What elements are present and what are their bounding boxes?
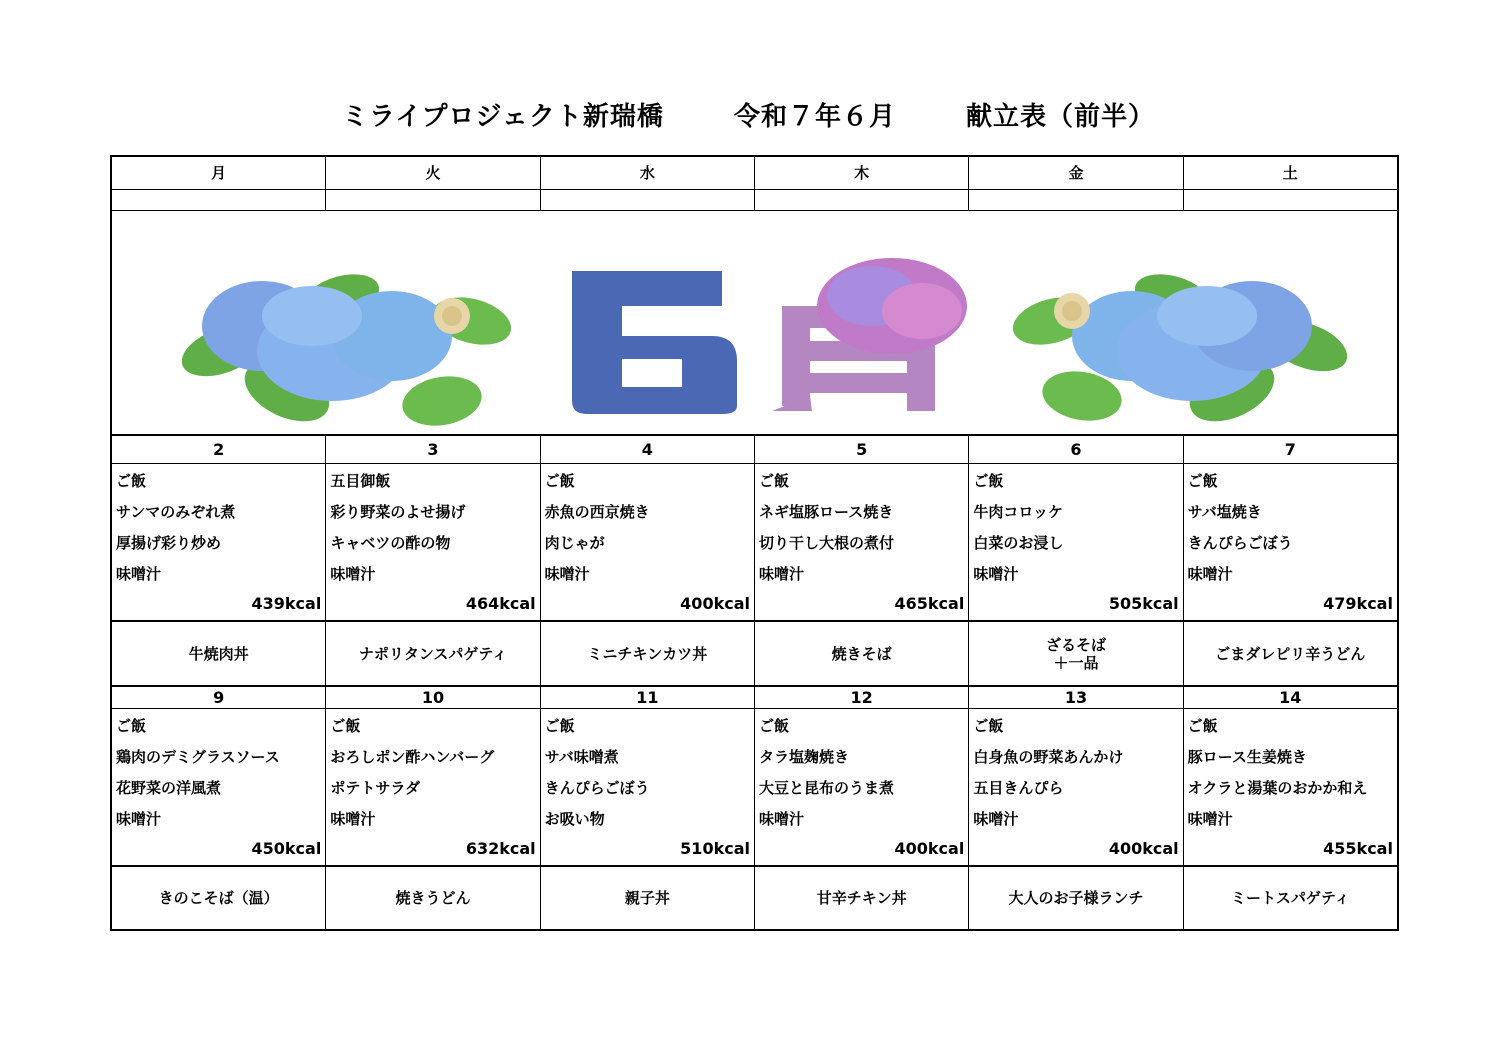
lunch-item: きのこそば（温） <box>158 889 279 907</box>
menu-item: 味噌汁 <box>1187 810 1233 828</box>
menu-item: ポテトサラダ <box>330 779 421 797</box>
menu-item: 白菜のお浸し <box>973 534 1064 552</box>
menu-cell <box>326 709 540 865</box>
date-cell: 9 <box>112 687 326 708</box>
lunch-cell <box>326 867 540 929</box>
menu-cell <box>112 464 326 620</box>
menu-item: ご飯 <box>973 472 1004 490</box>
menu-item: 大豆と昆布のうま煮 <box>758 779 894 797</box>
menu-item: ご飯 <box>116 472 147 490</box>
menu-table <box>110 155 1399 931</box>
menu-cell <box>969 709 1183 865</box>
lunch-cell <box>755 867 969 929</box>
menu-item: タラ塩麹焼き <box>758 748 849 766</box>
number-six-graphic <box>572 271 737 414</box>
menu-item: ネギ塩豚ロース焼き <box>758 503 894 521</box>
page-title <box>0 96 1497 133</box>
lunch-item: 焼きうどん <box>395 889 471 907</box>
date-cell: 13 <box>969 687 1183 708</box>
date-cell: 6 <box>969 436 1183 463</box>
menu-cell <box>112 709 326 865</box>
menu-item: ご飯 <box>330 717 361 735</box>
lunch-item: ミニチキンカツ丼 <box>587 644 708 663</box>
date-cell: 11 <box>541 687 755 708</box>
menu-item: ご飯 <box>116 717 147 735</box>
calorie-value: 465kcal <box>894 594 965 613</box>
calorie-value: 439kcal <box>251 594 322 613</box>
menu-cell <box>755 464 969 620</box>
date-cell: 2 <box>112 436 326 463</box>
week1-date-row <box>112 436 1397 463</box>
calorie-value: 510kcal <box>680 839 750 858</box>
calorie-value: 455kcal <box>1323 839 1393 858</box>
calorie-value: 479kcal <box>1323 594 1393 613</box>
date-cell: 3 <box>326 436 540 463</box>
menu-cell <box>541 464 755 620</box>
calorie-value: 464kcal <box>465 594 536 613</box>
menu-item: 味噌汁 <box>116 810 162 828</box>
menu-item: ご飯 <box>544 472 575 490</box>
date-cell: 5 <box>755 436 969 463</box>
lunch-item: ざるそば ＋一品 <box>1045 635 1106 672</box>
menu-item: おろしポン酢ハンバーグ <box>330 748 495 766</box>
menu-item: きんぴらごぼう <box>544 779 650 797</box>
weekday-mon: 月 <box>112 157 326 189</box>
date-cell: 10 <box>326 687 540 708</box>
menu-item: ご飯 <box>758 472 789 490</box>
date-cell: 7 <box>1284 440 1296 459</box>
menu-item: 味噌汁 <box>973 810 1019 828</box>
lunch-item: 甘辛チキン丼 <box>816 889 907 907</box>
lunch-item: 焼きそば <box>831 644 892 663</box>
facility-name: ミライプロジェクト新瑞橋 <box>342 102 664 132</box>
calorie-value: 450kcal <box>251 839 322 858</box>
weekday-sat: 土 <box>1282 164 1298 182</box>
menu-item: 彩り野菜のよせ揚げ <box>330 503 466 521</box>
lunch-cell <box>1184 867 1397 929</box>
hydrangea-left-illustration <box>175 267 516 434</box>
menu-item: ご飯 <box>973 717 1004 735</box>
menu-item: 花野菜の洋風煮 <box>116 779 222 797</box>
menu-item: キャベツの酢の物 <box>330 534 451 552</box>
menu-item: ご飯 <box>544 717 575 735</box>
month-kanji-graphic <box>772 258 967 411</box>
menu-item: きんぴらごぼう <box>1187 534 1293 552</box>
menu-item: 切り干し大根の煮付 <box>758 534 894 552</box>
date-cell: 12 <box>755 687 969 708</box>
menu-item: 味噌汁 <box>116 565 162 583</box>
menu-cell <box>541 709 755 865</box>
lunch-cell <box>112 867 326 929</box>
weekday-tue: 火 <box>326 157 540 189</box>
week2-date-row <box>112 687 1397 708</box>
date-cell: 14 <box>1279 688 1302 707</box>
calorie-value: 505kcal <box>1108 594 1179 613</box>
menu-item: ご飯 <box>1187 717 1218 735</box>
hydrangea-right-illustration <box>1008 267 1354 434</box>
menu-item: 味噌汁 <box>330 810 376 828</box>
menu-item: 鶏肉のデミグラスソース <box>116 748 280 766</box>
lunch-item: 牛焼肉丼 <box>188 644 249 663</box>
lunch-item: ごまダレピリ辛うどん <box>1215 644 1366 663</box>
weekday-fri: 金 <box>969 157 1183 189</box>
weekday-thu: 木 <box>755 157 969 189</box>
menu-item: 味噌汁 <box>758 565 804 583</box>
lunch-cell <box>755 622 969 685</box>
june-banner <box>112 211 1397 434</box>
week1-lunch-row <box>112 622 1397 685</box>
menu-item: 五目きんぴら <box>973 779 1064 797</box>
blank-row <box>112 190 1397 210</box>
lunch-cell <box>1184 622 1397 685</box>
menu-item: 味噌汁 <box>758 810 804 828</box>
menu-item: 白身魚の野菜あんかけ <box>973 748 1124 766</box>
menu-cell <box>969 464 1183 620</box>
lunch-cell <box>541 622 755 685</box>
lunch-cell <box>969 622 1183 685</box>
menu-item: 赤魚の西京焼き <box>544 503 650 521</box>
menu-item: 五目御飯 <box>330 472 391 490</box>
menu-period: 令和７年６月 <box>733 102 896 132</box>
lunch-item: ナポリタンスパゲティ <box>358 644 508 663</box>
calorie-value: 400kcal <box>680 594 750 613</box>
lunch-cell <box>969 867 1183 929</box>
lunch-cell <box>112 622 326 685</box>
calorie-value: 632kcal <box>465 839 536 858</box>
week2-lunch-row <box>112 867 1397 929</box>
menu-item: 味噌汁 <box>1187 565 1233 583</box>
week1-menu-row <box>112 464 1397 620</box>
menu-item: 味噌汁 <box>330 565 376 583</box>
menu-item: 豚ロース生姜焼き <box>1187 748 1307 766</box>
weekday-wed: 水 <box>541 157 755 189</box>
weekday-header-row <box>112 157 1397 189</box>
menu-item: お吸い物 <box>544 810 605 828</box>
lunch-cell <box>326 622 540 685</box>
menu-item: サンマのみぞれ煮 <box>116 503 236 521</box>
menu-cell <box>1184 464 1397 620</box>
menu-item: ご飯 <box>1187 472 1218 490</box>
lunch-item: 親子丼 <box>624 889 670 907</box>
calorie-value: 400kcal <box>894 839 965 858</box>
menu-item: サバ味噌煮 <box>544 748 619 766</box>
menu-cell <box>326 464 540 620</box>
menu-item: オクラと湯葉のおかか和え <box>1187 779 1368 797</box>
menu-item: サバ塩焼き <box>1187 503 1262 521</box>
menu-item: 牛肉コロッケ <box>973 503 1064 521</box>
menu-item: 肉じゃが <box>544 534 605 552</box>
lunch-cell <box>541 867 755 929</box>
menu-item: 味噌汁 <box>544 565 590 583</box>
menu-cell <box>1184 709 1397 865</box>
menu-item: ご飯 <box>758 717 789 735</box>
menu-item: 厚揚げ彩り炒め <box>116 534 222 552</box>
calorie-value: 400kcal <box>1108 839 1179 858</box>
menu-cell <box>755 709 969 865</box>
lunch-item: 大人のお子様ランチ <box>1008 889 1144 907</box>
lunch-item: ミートスパゲティ <box>1230 889 1350 907</box>
menu-item: 味噌汁 <box>973 565 1019 583</box>
menu-kind: 献立表（前半） <box>965 102 1155 132</box>
date-cell: 4 <box>541 436 755 463</box>
week2-menu-row <box>112 709 1397 865</box>
